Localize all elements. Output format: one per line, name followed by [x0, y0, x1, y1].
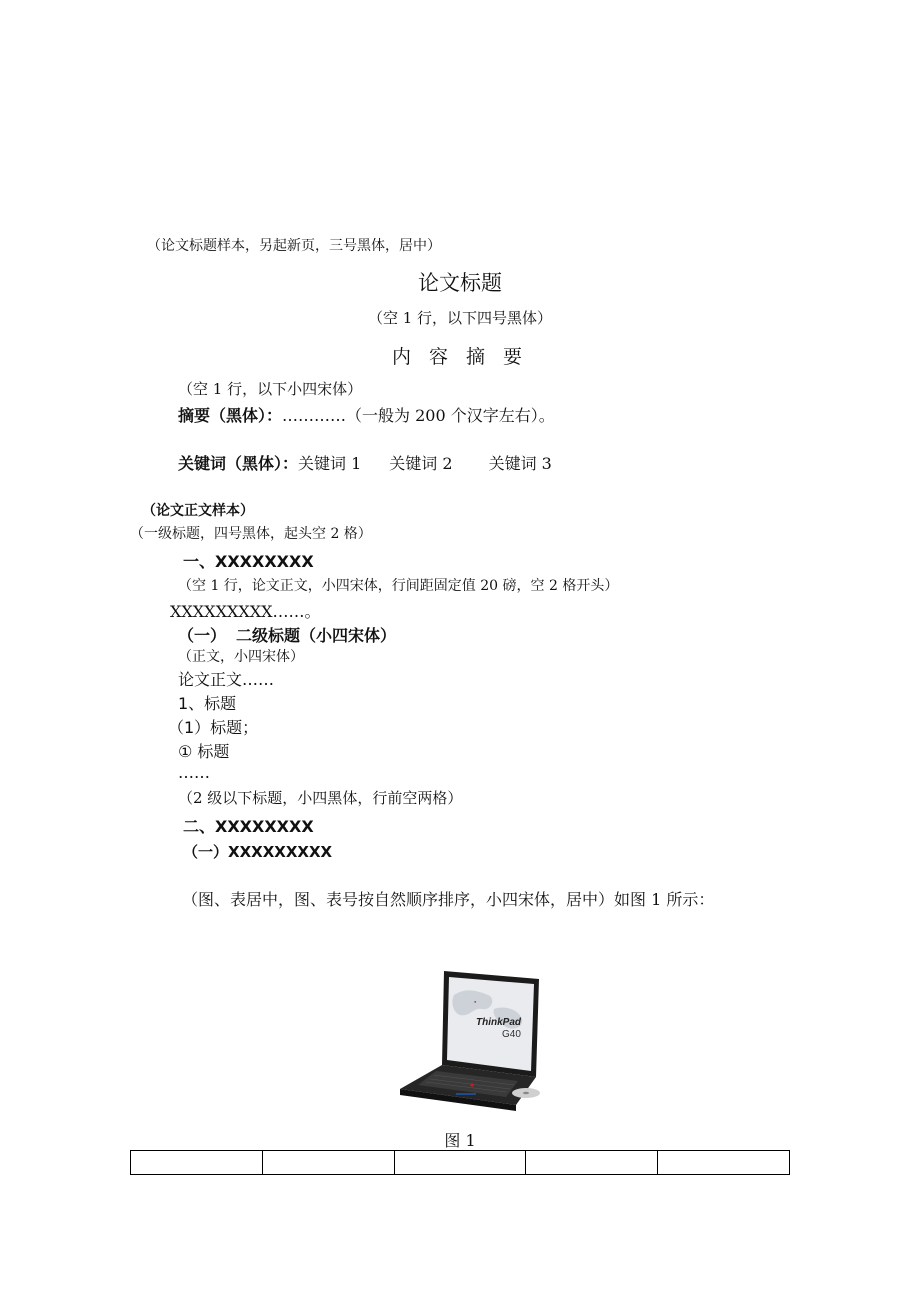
- ellipsis-line: ……: [178, 763, 210, 782]
- abstract-text: …………（一般为 200 个汉字左右）。: [282, 406, 555, 425]
- body-xiaosi-note: （正文，小四宋体）: [178, 649, 304, 665]
- paper-title: 论文标题: [418, 271, 502, 295]
- heading-level2-second: （一）XXXXXXXXX: [183, 843, 333, 861]
- laptop-screen-brand: ThinkPad: [476, 1017, 522, 1028]
- body-sample-note: （论文正文样本）: [142, 503, 254, 519]
- keyword-item: 关键词 2: [389, 454, 453, 473]
- heading-level3: 1、标题: [178, 694, 237, 713]
- figure-caption: 图 1: [444, 1131, 476, 1150]
- keywords-label: 关键词（黑体）：: [178, 454, 299, 473]
- keywords-line: [178, 451, 552, 474]
- level2-below-note: （2 级以下标题，小四黑体，行前空两格）: [178, 789, 463, 807]
- table-cell: [131, 1151, 263, 1175]
- level1-note: （一级标题，四号黑体，起头空 2 格）: [130, 526, 372, 542]
- blank-line-note-sihao: （空 1 行，以下四号黑体）: [367, 309, 553, 327]
- keyword-item: 关键词 1: [298, 454, 362, 473]
- heading-level2-number: （一）: [178, 626, 227, 645]
- heading-level4: （1）标题；: [168, 718, 259, 737]
- table-row: [131, 1151, 790, 1175]
- heading-level1-second: 二、XXXXXXXX: [183, 817, 314, 836]
- table-cell: [658, 1151, 790, 1175]
- heading-level5: ① 标题: [178, 742, 230, 761]
- abstract-label: 摘要（黑体）：: [178, 406, 283, 425]
- body-text-note: （空 1 行，论文正文，小四宋体，行间距固定值 20 磅，空 2 格开头）: [178, 578, 619, 594]
- figure-note: （图、表居中，图、表号按自然顺序排序，小四宋体，居中）如图 1 所示：: [182, 890, 715, 909]
- body-x-text: XXXXXXXXX……。: [170, 602, 321, 621]
- laptop-screen-model: G40: [502, 1029, 521, 1040]
- table-cell: [262, 1151, 394, 1175]
- table-cell: [526, 1151, 658, 1175]
- body-text: 论文正文……: [178, 670, 275, 689]
- title-sample-note: （论文标题样本，另起新页，三号黑体，居中）: [147, 238, 441, 254]
- blank-line-note-xiaosi: （空 1 行，以下小四宋体）: [178, 380, 363, 398]
- heading-level2-first: [178, 623, 396, 646]
- abstract-line: [178, 403, 555, 426]
- heading-level1-first: 一、XXXXXXXX: [183, 552, 314, 571]
- laptop-image: [396, 965, 546, 1115]
- table-cell: [394, 1151, 526, 1175]
- empty-table: [130, 1150, 790, 1175]
- laptop-screen-tagline: ●: [474, 999, 477, 1004]
- keyword-item: 关键词 3: [488, 454, 552, 473]
- heading-level2-text: 二级标题（小四宋体）: [236, 626, 397, 645]
- abstract-heading: 内 容 摘 要: [391, 346, 529, 368]
